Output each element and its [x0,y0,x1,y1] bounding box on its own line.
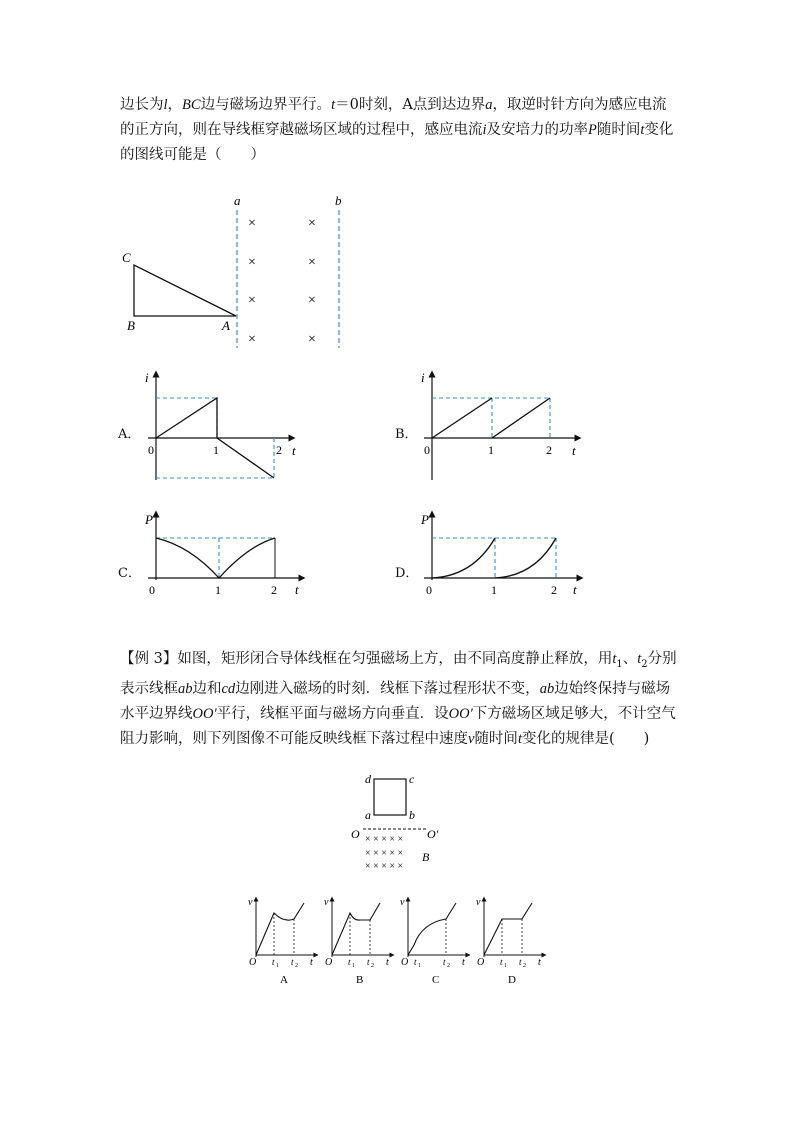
y-label: v [248,897,253,908]
cross: × [248,255,256,270]
triangle-ABC [134,265,236,316]
text: 及安培力的功率 [486,122,589,138]
graph-B [418,368,588,486]
boundary-b-label: b [335,193,342,208]
var-v: v [468,730,475,747]
sub: 1 [276,963,279,969]
text: 边与磁场边界平行。 [200,97,332,113]
x-label: t [295,582,299,597]
tick-1-label: 1 [215,583,221,597]
O-label: O [351,827,360,841]
text: 边刚进入磁场的时刻．线框下落过程形状不变， [235,680,540,697]
tick-2-label: 2 [271,583,277,597]
triangle-field-figure [110,190,370,355]
vgraph-label: A [280,974,288,986]
text: 边长为 [120,97,164,113]
vertex-A-label: A [222,318,230,333]
option-D-label: D． [395,566,419,581]
power-curve-2 [495,538,556,578]
x-label: t [462,957,465,968]
t2-label: t [519,957,522,967]
x-label: t [538,957,541,968]
current-curve-2 [492,398,550,438]
origin-label: 0 [424,443,430,457]
origin-label: O [401,957,409,968]
cross-row: × × × × × [365,848,404,859]
sub: 2 [371,963,374,969]
var-P: P [588,122,597,138]
corner-a-label: a [365,808,371,822]
var-ab: ab [539,680,555,697]
vgraph-C [400,897,468,986]
tick-2-label: 2 [276,443,282,457]
sub: 1 [418,963,421,969]
tick-2-label: 2 [551,583,557,597]
tick-2-label: 2 [546,443,552,457]
y-label: i [421,370,425,385]
cross: × [248,216,256,231]
var-cd: cd [221,680,236,697]
var-t: t [640,122,645,138]
option-B-label: B． [395,427,418,442]
x-label: t [292,443,296,458]
sub: 1 [504,963,507,969]
guide-lines [432,398,550,438]
frame-field-figure [345,768,445,873]
text: ，取逆时针方向为感应电流的正方向，则在导线框穿越磁场区域的过程中，感应电流 [120,97,667,138]
t2-label: t [367,957,370,967]
text: 、 [622,651,638,667]
text: 随时间 [596,122,641,138]
guide-lines [432,538,556,578]
var-t: t [331,97,336,113]
text: 下方磁场区域足够大，不计空气阻力影响，则下列图像不可能反映线框下落过程中速度 [120,705,676,747]
y-label: P [145,512,153,527]
tick-1-label: 1 [213,443,219,457]
vgraph-label: B [356,974,364,986]
var-oo: OO′ [448,705,473,722]
vgraph-A [248,897,316,986]
graph-D [418,508,588,603]
cross: × [308,216,316,231]
var-oo: OO′ [192,705,217,722]
var-l: l [163,97,168,113]
t2-label: t [443,957,446,967]
text: 分别表示线框 [120,651,677,697]
y-label: v [400,897,405,908]
y-label: v [324,897,329,908]
var-t: t [517,730,522,747]
y-label: i [145,370,149,385]
origin-label: O [477,957,485,968]
origin-label: 0 [148,443,154,457]
sub: 2 [523,963,526,969]
example-tag: 【例 3】 [120,651,178,667]
B-label: B [422,850,430,864]
sub: 2 [641,658,648,670]
vgraph-label: C [432,974,440,986]
graph-C [142,508,312,603]
text: 边和 [192,680,222,697]
option-A-label: A． [118,427,141,442]
cross-row: × × × × × [365,834,404,845]
corner-c-label: c [409,772,415,786]
x-label: t [386,957,389,968]
sub: 2 [295,963,298,969]
cross: × [248,332,256,347]
var-i: i [482,122,487,138]
x-label: t [573,582,577,597]
var-a: a [485,97,493,113]
vgraph-B [324,897,392,986]
t1-label: t [500,957,503,967]
example-3-text [120,647,680,752]
vgraph-D [476,897,544,986]
tick-1-label: 1 [491,583,497,597]
var-t2: t [637,651,642,667]
corner-d-label: d [365,772,371,786]
text: 变化的图线可能是（ ） [120,122,674,163]
tick-1-label: 1 [488,443,494,457]
field-crosses [248,216,316,347]
rect-frame [374,779,406,815]
power-curve-1 [432,538,495,578]
corner-b-label: b [409,808,415,822]
vertex-C-label: C [122,250,131,265]
x-label: t [572,443,576,458]
origin-label: 0 [426,583,432,597]
sub: 2 [447,963,450,969]
text: ＝0时刻，A点到达边界 [335,97,486,113]
t1-label: t [414,957,417,967]
cross: × [308,332,316,347]
text: 边始终保持与磁场水平边界线 [120,680,671,722]
cross-row: × × × × × [365,861,404,872]
Oprime-label: O′ [427,827,439,841]
vertex-B-label: B [127,318,135,333]
boundary-a-label: a [234,193,241,208]
vgraph-label: D [508,974,516,986]
y-label: P [421,512,429,527]
problem-2-text [120,93,680,168]
t1-label: t [272,957,275,967]
current-curve-1 [432,398,492,438]
text: 平行，线框平面与磁场方向垂直．设 [216,705,449,722]
origin-label: O [325,957,333,968]
graph-A [142,368,302,486]
text: ， [167,97,183,113]
t2-label: t [291,957,294,967]
text: 如图，矩形闭合导体线框在匀强磁场上方，由不同高度静止释放，用 [177,651,613,667]
velocity-graphs [240,893,560,988]
sub: 1 [352,963,355,969]
origin-label: 0 [149,583,155,597]
sub: 1 [616,658,623,670]
text: 变化的规律是( ) [521,730,650,747]
var-bc: BC [182,97,201,113]
var-t1: t [612,651,617,667]
text: 随时间 [474,730,518,747]
y-label: v [476,897,481,908]
origin-label: O [249,957,257,968]
var-ab: ab [178,680,193,697]
t1-label: t [348,957,351,967]
x-label: t [310,957,313,968]
cross: × [308,293,316,308]
option-C-label: C． [118,566,141,581]
cross: × [308,255,316,270]
cross: × [248,293,256,308]
power-curve [156,538,275,578]
